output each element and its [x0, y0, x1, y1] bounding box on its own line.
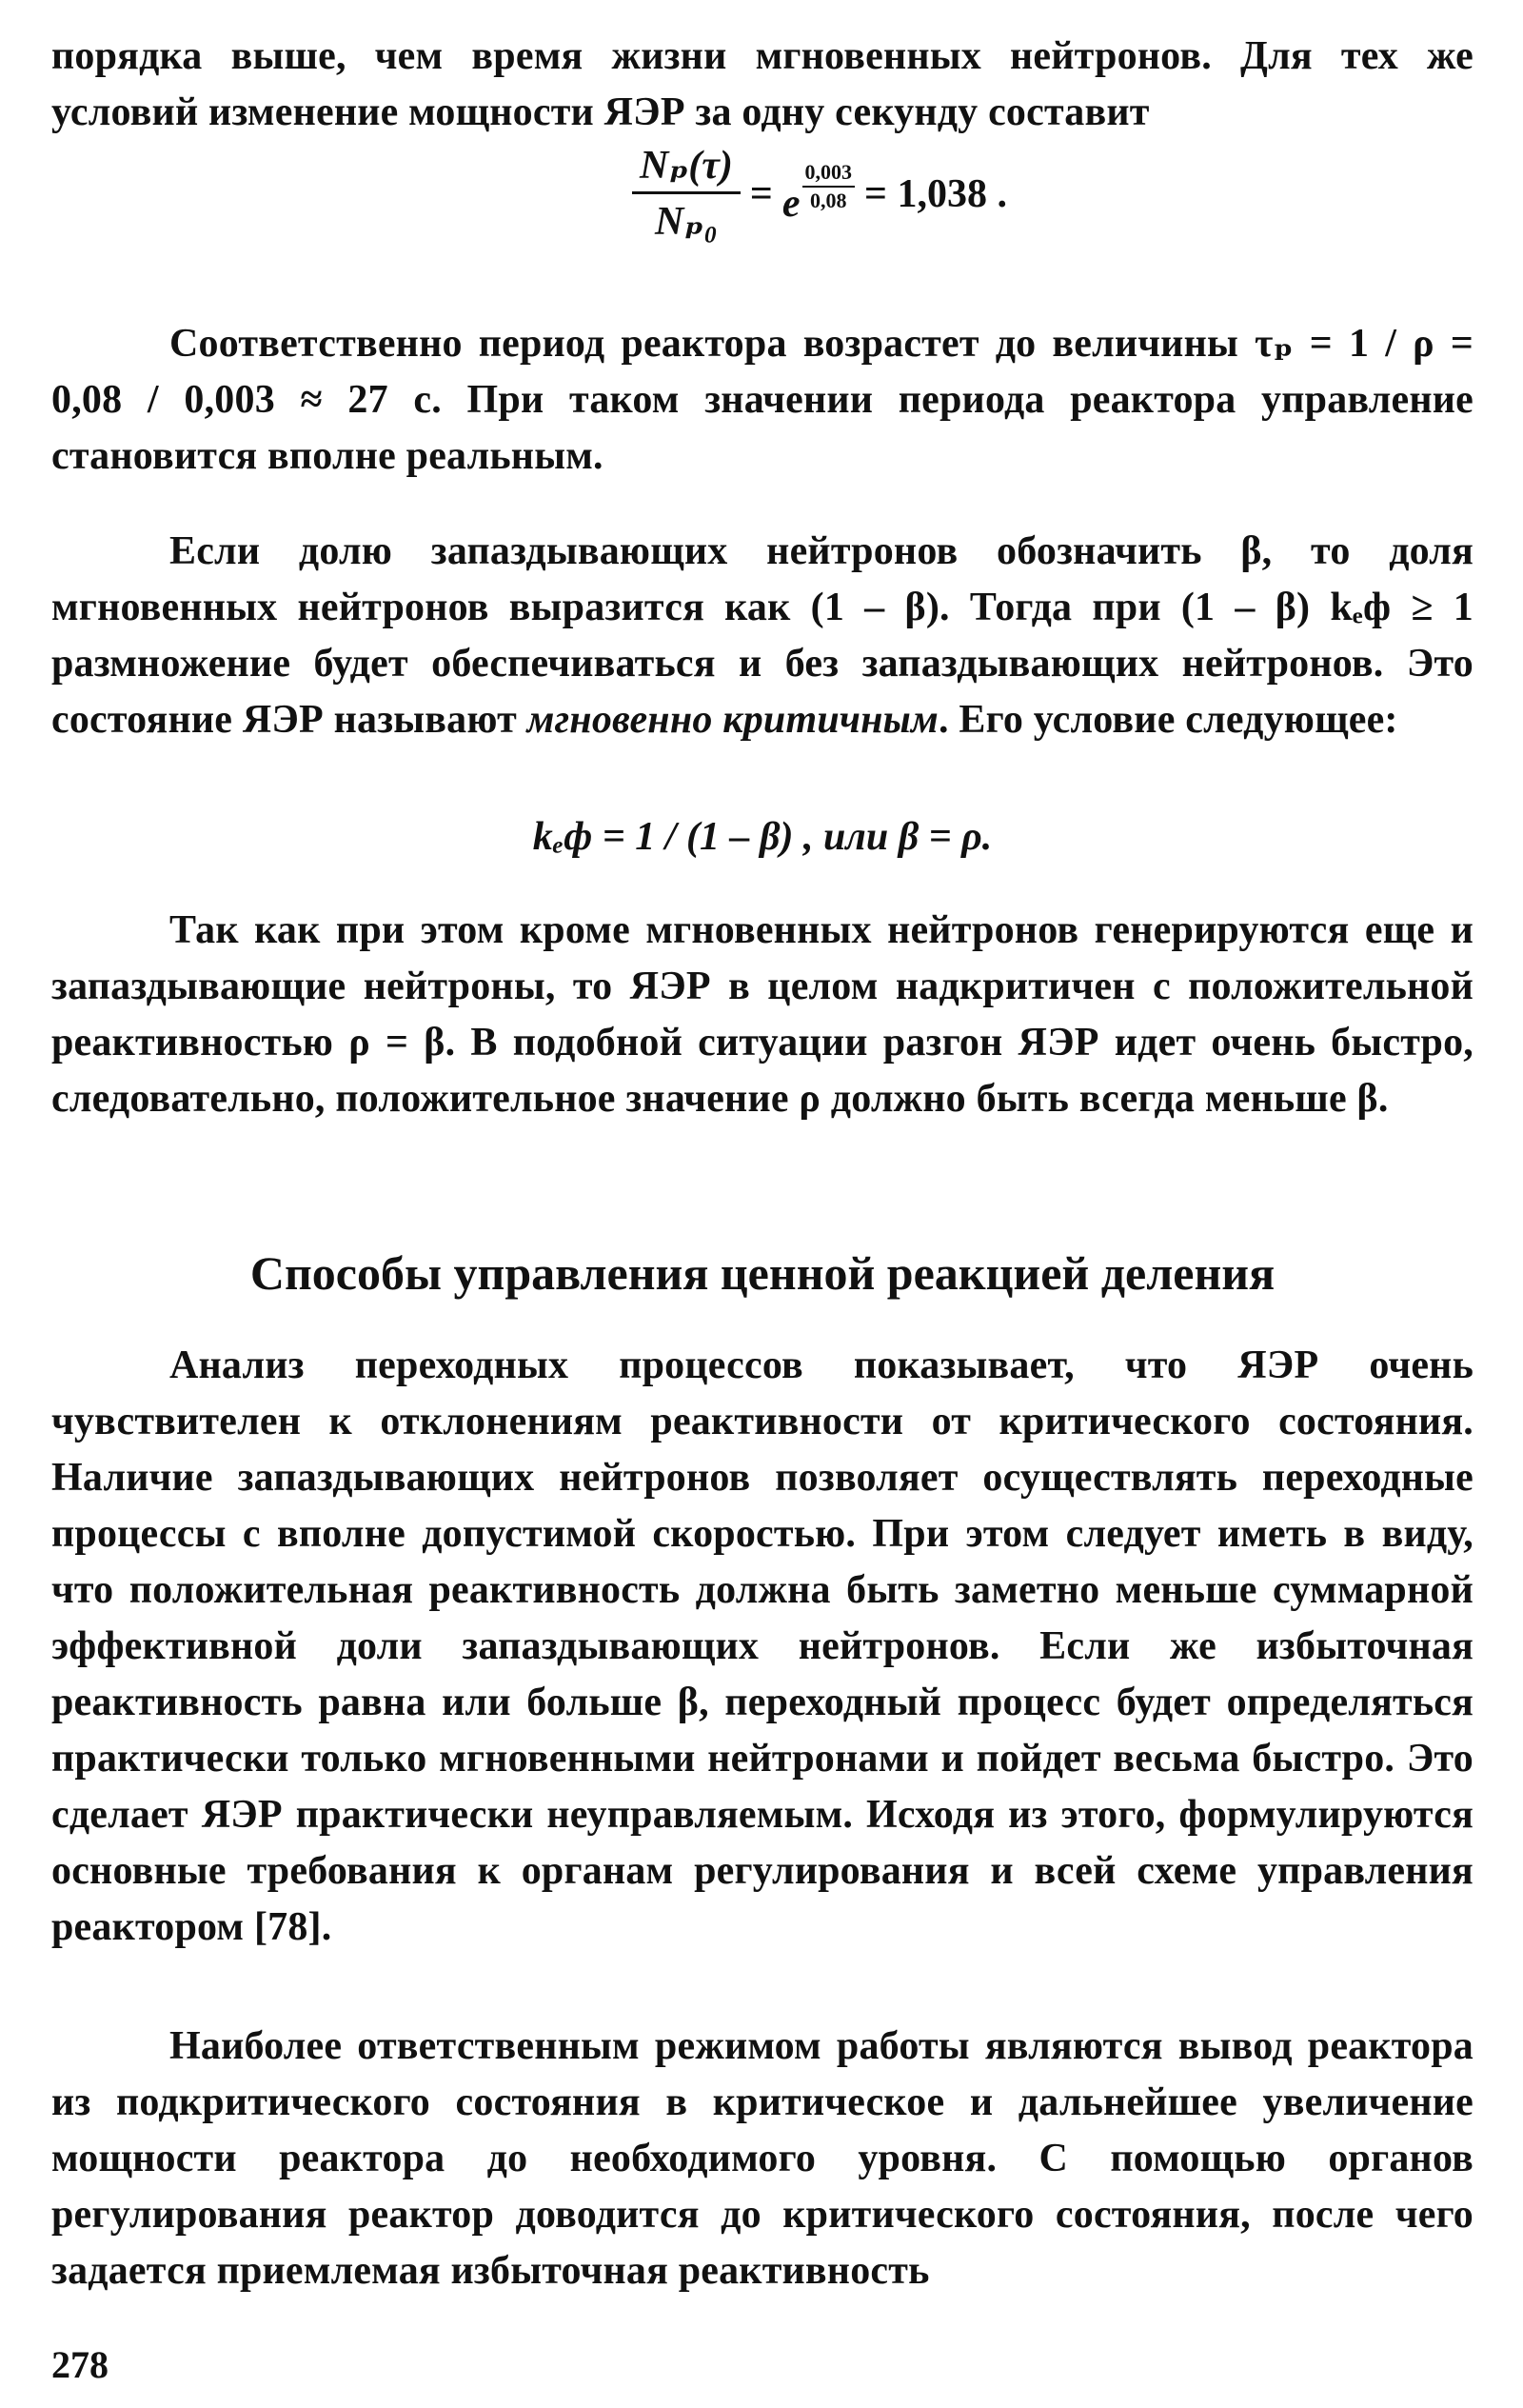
exp-base: e — [781, 181, 801, 226]
paragraph-line: порядка выше, чем время жизни мгновенных нейтронов. Для тех же — [51, 34, 1474, 78]
fraction-numerator: Nₚ(τ) — [632, 146, 741, 194]
exp-power-numerator: 0,003 — [802, 162, 856, 188]
fraction-denominator: Nₚ₀ — [655, 200, 718, 244]
section-title: Способы управления ценной реакцией деления — [249, 1246, 1276, 1300]
formula-power-ratio — [51, 143, 1474, 314]
paragraph-prompt-critical — [51, 524, 1474, 748]
paragraph-supercritical: Так как при этом кроме мгновенных нейтронов генерируются еще и запаздывающие нейтроны, то ЯЭР в целом надкритичен с положительной реактивностью ρ = β. В подобной ситуации разгон ЯЭР идет очень быстро, следовательно, положительное значение ρ должно быть всегда меньше β. — [51, 908, 1474, 1121]
formula-result: = 1,038 . — [864, 171, 1007, 216]
paragraph-analysis: Анализ переходных процессов показывает, что ЯЭР очень чувствителен к отклонениям реактивности от критического состояния. Наличие запаздывающих нейтронов позволяет осуществлять переходные процессы с вполне допустимой скоростью. При этом следует иметь в виду, что положительная реактивность должна быть заметно меньше суммарной эффективной доли запаздывающих нейтронов. Если же избыточная реактивность равна или больше β, переходный процесс будет определяться практически только мгновенными нейтронами и пойдет весьма быстро. Это сделает ЯЭР практически неуправляемым. Исходя из этого, формулируются основные требования к органам регулирования и всей схеме управления реактором [78]. — [51, 1343, 1474, 1949]
formula-keff — [51, 814, 1474, 860]
page — [51, 29, 1474, 2386]
paragraph-operation-mode: Наиболее ответственным режимом работы являются вывод реактора из подкритического состояния в критическое и дальнейшее увеличение мощности реактора до необходимого уровня. С помощью органов регулирования реактор доводится до критического состояния, после чего задается приемлемая избыточная реактивность — [51, 2024, 1474, 2293]
equals-sign: = — [749, 171, 773, 216]
term-prompt-critical: мгновенно критичным — [526, 698, 939, 742]
exponential — [781, 159, 855, 227]
paragraph-text: . Его условие следующее: — [939, 698, 1398, 742]
paragraph-continuation — [51, 29, 1474, 141]
exp-power — [802, 159, 856, 212]
paragraph-period: Соответственно период реактора возрастет до величины τₚ = 1 / ρ = 0,08 / 0,003 ≈ 27 с. При таком значении периода реактора управление становится вполне реальным. — [51, 322, 1474, 478]
paragraph-line: условий изменение мощности ЯЭР за одну секунду составит — [51, 90, 1150, 134]
formula-expression — [632, 146, 1007, 242]
paragraph-text: Если долю запаздывающих нейтронов обозначить β, то доля мгновенных нейтронов выразится как (1 – β). Тогда при (1 – β) kₑф ≥ 1 размножение будет обеспечиваться и без запаздывающих нейтронов. Это состояние ЯЭР называют — [51, 529, 1474, 742]
page-number: 278 — [51, 2343, 109, 2386]
fraction — [632, 146, 741, 242]
formula-keff-text: kₑф = 1 / (1 – β) , или β = ρ. — [532, 815, 993, 859]
exp-power-denominator: 0,08 — [810, 188, 847, 212]
